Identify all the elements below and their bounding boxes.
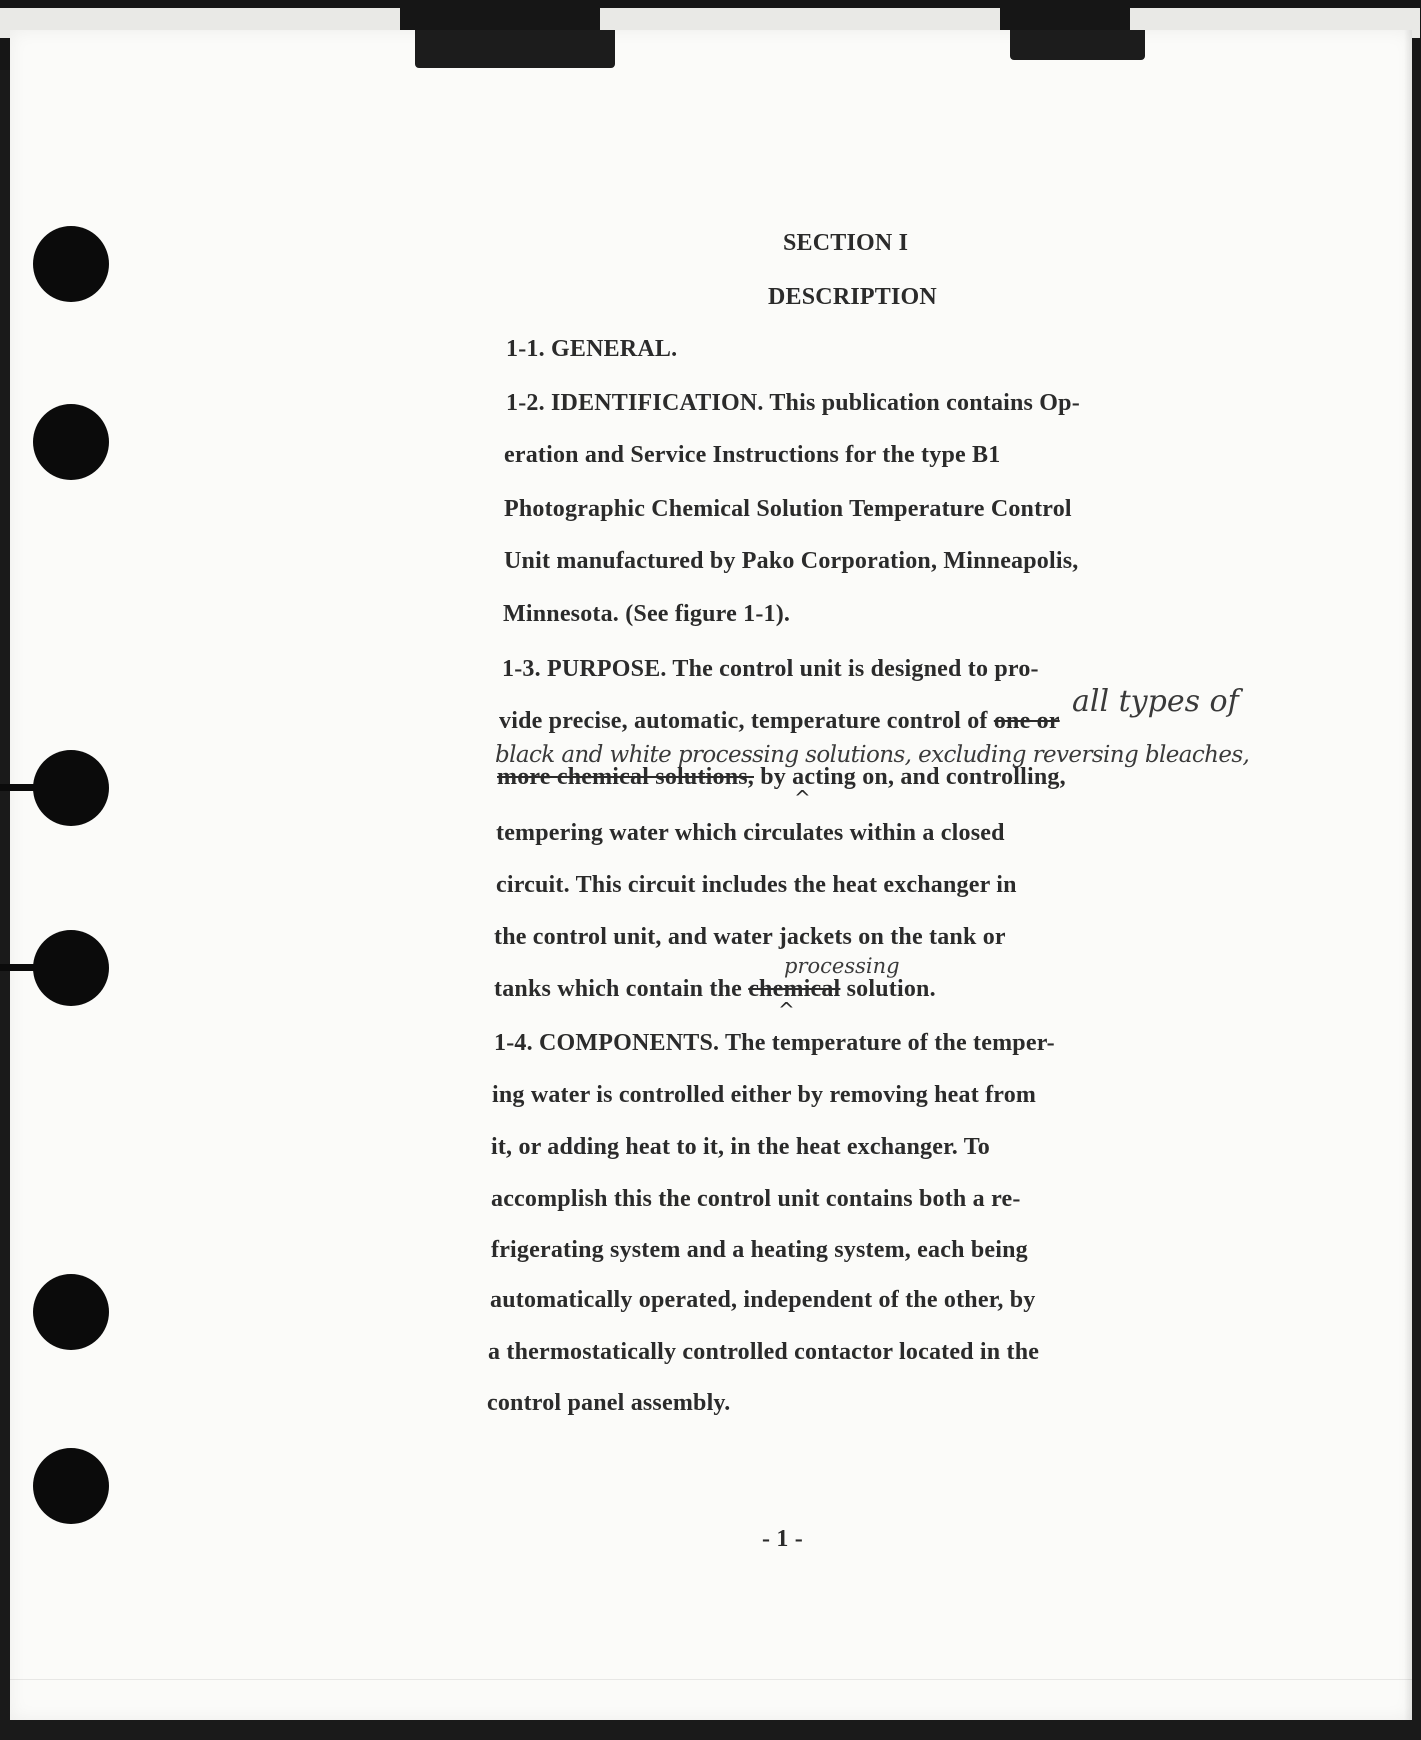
struck-text: one or	[993, 708, 1060, 734]
para-components-line: a thermostatically controlled contactor located in the	[488, 1339, 1040, 1365]
handwritten-insertion: all types of	[1072, 684, 1239, 719]
para-purpose-line: 1-3. PURPOSE. The control unit is designed to pro-	[502, 656, 1039, 682]
punch-hole	[33, 1274, 109, 1350]
page-bottom-crease	[10, 1679, 1412, 1680]
page-right-shade	[1404, 30, 1412, 1720]
document-page	[10, 30, 1412, 1720]
punch-hole	[33, 1448, 109, 1524]
para-identification-line: Minnesota. (See figure 1-1).	[503, 601, 791, 627]
para-identification-line: Unit manufactured by Pako Corporation, Minneapolis,	[504, 548, 1079, 574]
para-purpose-line	[494, 976, 936, 1003]
para-identification-line: Photographic Chemical Solution Temperature Control	[504, 496, 1072, 522]
struck-text: more chemical solutions,	[497, 764, 754, 790]
purpose-text: solution.	[846, 976, 936, 1002]
para-components-line: control panel assembly.	[487, 1390, 731, 1416]
punch-hole	[33, 226, 109, 302]
para-components-line: accomplish this the control unit contains both a re-	[491, 1186, 1021, 1212]
para-components-line: it, or adding heat to it, in the heat exchanger. To	[491, 1134, 990, 1160]
handwritten-insertion: black and white processing solutions, excluding reversing bleaches,	[495, 742, 1250, 768]
para-components-line: 1-4. COMPONENTS. The temperature of the temper-	[494, 1030, 1055, 1056]
para-purpose-line: the control unit, and water jackets on the tank or	[494, 924, 1006, 950]
para-general-heading: 1-1. GENERAL.	[506, 336, 678, 362]
para-components-line: automatically operated, independent of the other, by	[490, 1287, 1036, 1313]
section-subtitle: DESCRIPTION	[768, 284, 937, 310]
para-identification-line: eration and Service Instructions for the type B1	[504, 442, 1001, 468]
punch-hole-tab	[0, 964, 60, 971]
purpose-text: tanks which contain the	[494, 976, 742, 1002]
para-purpose-line: circuit. This circuit includes the heat exchanger in	[496, 872, 1017, 898]
para-components-line: ing water is controlled either by removing heat from	[492, 1082, 1037, 1108]
para-components-line: frigerating system and a heating system, each being	[491, 1237, 1028, 1263]
punch-hole	[33, 404, 109, 480]
struck-text: chemical	[748, 976, 841, 1002]
purpose-text: vide precise, automatic, temperature control of	[499, 708, 988, 734]
handwritten-insertion: processing	[784, 954, 900, 978]
page-number: - 1 -	[762, 1526, 803, 1552]
scan-top-shadow-right	[1010, 30, 1145, 60]
insertion-caret: ^	[794, 786, 811, 810]
para-purpose-line	[499, 708, 1060, 735]
punch-hole-tab	[0, 784, 60, 791]
para-purpose-line: tempering water which circulates within a closed	[496, 820, 1005, 846]
insertion-caret: ^	[778, 998, 795, 1022]
para-purpose-line	[497, 764, 1066, 791]
para-identification-line: 1-2. IDENTIFICATION. This publication contains Op-	[506, 390, 1080, 416]
section-title: SECTION I	[783, 230, 909, 256]
scan-top-shadow	[415, 30, 615, 68]
purpose-text: by acting on, and controlling,	[760, 764, 1066, 790]
